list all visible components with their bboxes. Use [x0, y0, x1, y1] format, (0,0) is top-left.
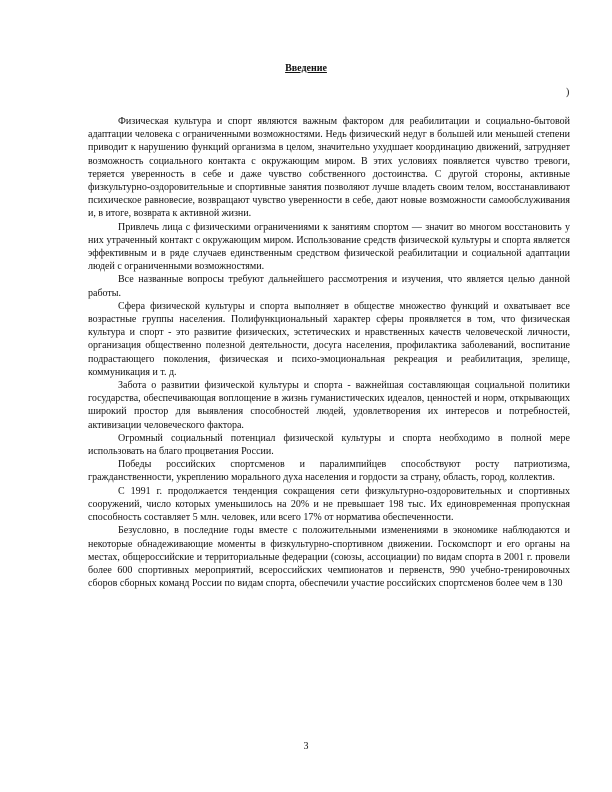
paragraph: Физическая культура и спорт являются важным фактором для реабилитации и социально-бытовой адаптации человека с ограниченными возможностями. Недь физический недуг в большей или меньшей степени приводит к нарушению функций организма в целом, значительно ухудшает координацию движений, затрудняет возможность социального контакта с окружающим миром. В этих условиях появляется чувство тревоги, теряется уверенность в себе и даже чувство собственного достоинства. С другой стороны, активные физкультурно-оздоровительные и спортивные занятия позволяют лучше владеть своим телом, восстанавливают психическое равновесие, возвращают чувство уверенности в себе, дают новые возможности самообслуживания и, в итоге, возврата к активной жизни.: [88, 116, 570, 220]
corner-mark: ): [566, 87, 570, 98]
paragraph: Сфера физической культуры и спорта выполняет в обществе множество функций и охватывает все возрастные группы населения. Полифункциональный характер сферы проявляется в том, что физическая культура и спорт - это развитие физических, эстетических и нравственных качеств человеческой личности, организация общественно полезной деятельности, досуга населения, профилактика заболеваний, воспитание подрастающего поколения, физическая и психо-эмоциональная рекреация и реабилитация, зрелище, коммуникация и т. д.: [88, 300, 570, 378]
paragraph: Забота о развитии физической культуры и спорта - важнейшая составляющая социальной политики государства, обеспечивающая воплощение в жизнь гуманистических идеалов, ценностей и норм, открывающих широкий простор для выявления способностей людей, удовлетворения их интересов и потребностей, активизации человеческого фактора.: [88, 380, 570, 431]
page-title: Введение: [285, 63, 327, 74]
paragraph: Все названные вопросы требуют дальнейшего рассмотрения и изучения, что является целью данной работы.: [88, 274, 570, 299]
page-number: 3: [303, 741, 309, 752]
paragraph: Привлечь лица с физическими ограничениями к занятиям спортом — значит во многом восстановить у них утраченный контакт с окружающим миром. Использование средств физической культуры и спорта является эффективным и в ряде случаев единственным средством физической реабилитации и социальной адаптации людей с ограниченными возможностями.: [88, 221, 570, 273]
paragraph: Победы российских спортсменов и паралимпийцев способствуют росту патриотизма, гражданственности, укреплению морального духа населения и гордости за страну, область, город, коллектив.: [88, 459, 570, 484]
paragraph: Безусловно, в последние годы вместе с положительными изменениями в экономике наблюдаются и некоторые обнадеживающие моменты в физкультурно-спортивном движении. Госкомспорт и его органы на местах, общероссийские и территориальные федерации (союзы, ассоциации) по видам спорта в 2001 г. провели более 600 спортивных мероприятий, всероссийских чемпионатов и первенств, 990 учебно-тренировочных сборов сборных команд России по видам спорта, обеспечили участие российских спортсменов более чем в 130: [88, 525, 570, 590]
paragraph: С 1991 г. продолжается тенденция сокращения сети физкультурно-оздоровительных и спортивных сооружений, число которых уменьшилось на 20% и не превышает 198 тыс. Их единовременная пропускная способность составляет 5 млн. человек, или всего 17% от норматива обеспеченности.: [88, 485, 570, 524]
paragraph: Огромный социальный потенциал физической культуры и спорта необходимо в полной мере использовать на благо процветания России.: [88, 432, 570, 458]
body-text: [88, 115, 570, 590]
